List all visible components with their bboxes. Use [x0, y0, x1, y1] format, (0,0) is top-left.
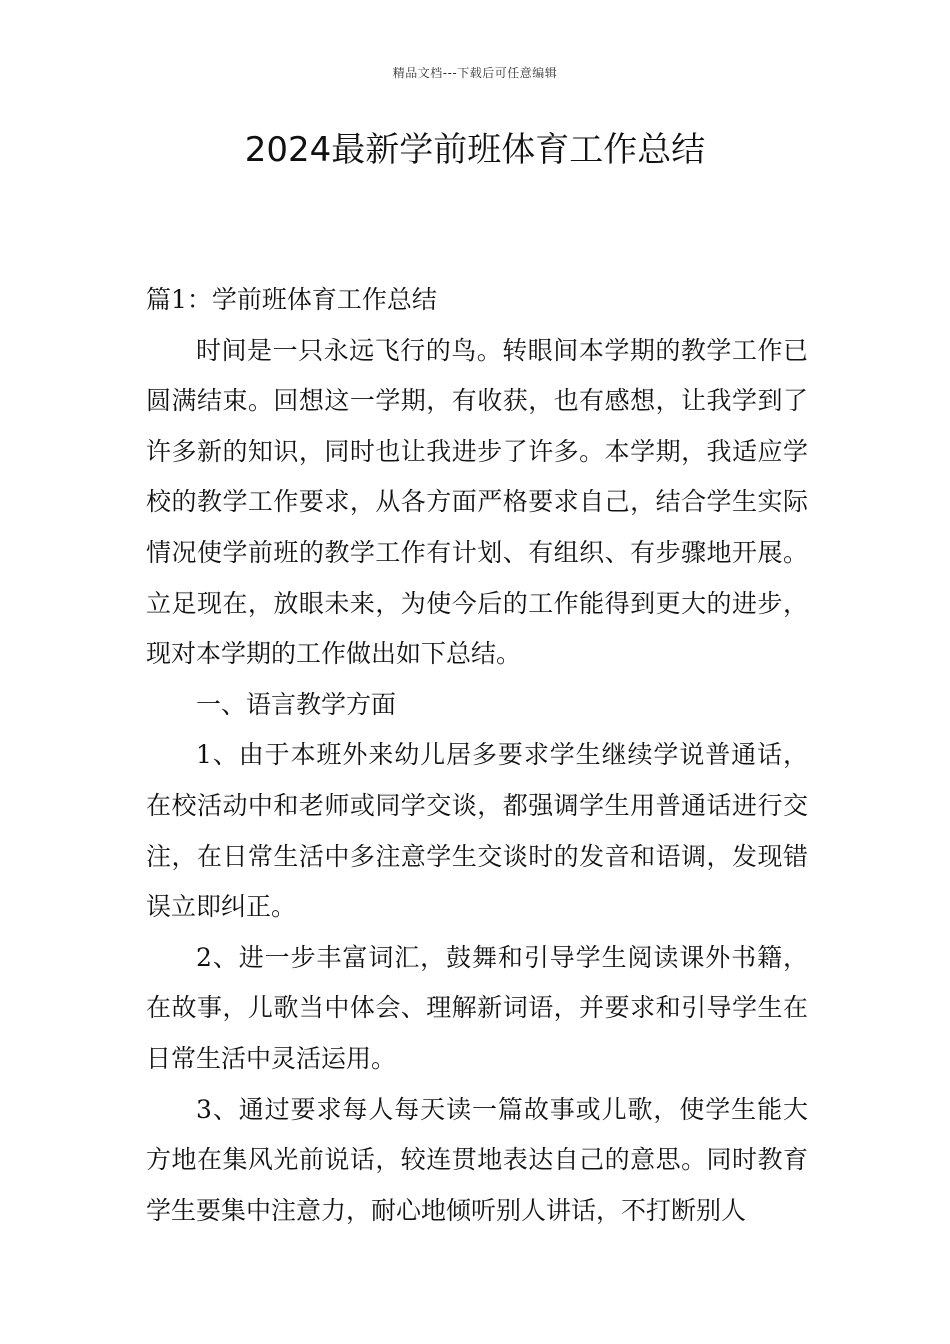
header-note: 精品文档---下载后可任意编辑 — [392, 66, 558, 80]
paragraph-item-1: 1、由于本班外来幼儿居多要求学生继续学说普通话，在校活动中和老师或同学交谈，都强调学生用普通话进行交注，在日常生活中多注意学生交谈时的发音和语调，发现错误立即纠正。 — [146, 740, 808, 922]
paragraph-item-2: 2、进一步丰富词汇，鼓舞和引导学生阅读课外书籍，在故事，儿歌当中体会、理解新词语，并要求和引导学生在日常生活中灵活运用。 — [146, 942, 808, 1073]
paragraph-item-3: 3、通过要求每人每天读一篇故事或儿歌，使学生能大方地在集风光前说话，较连贯地表达自己的意思。同时教育学生要集中注意力，耐心地倾听别人讲话，不打断别人 — [146, 1094, 808, 1225]
document-body — [146, 275, 808, 1236]
paragraph-intro: 时间是一只永远飞行的鸟。转眼间本学期的教学工作已圆满结束。回想这一学期，有收获，也有感想，让我学到了许多新的知识，同时也让我进步了许多。本学期，我适应学校的教学工作要求，从各方面严格要求自己，结合学生实际情况使学前班的教学工作有计划、有组织、有步骤地开展。立足现在，放眼未来，为使今后的工作能得到更大的进步，现对本学期的工作做出如下总结。 — [146, 335, 808, 669]
section-heading: 篇1：学前班体育工作总结 — [146, 285, 437, 314]
document-title: 2024最新学前班体育工作总结 — [244, 130, 706, 170]
subsection-heading: 一、语言教学方面 — [196, 689, 397, 719]
